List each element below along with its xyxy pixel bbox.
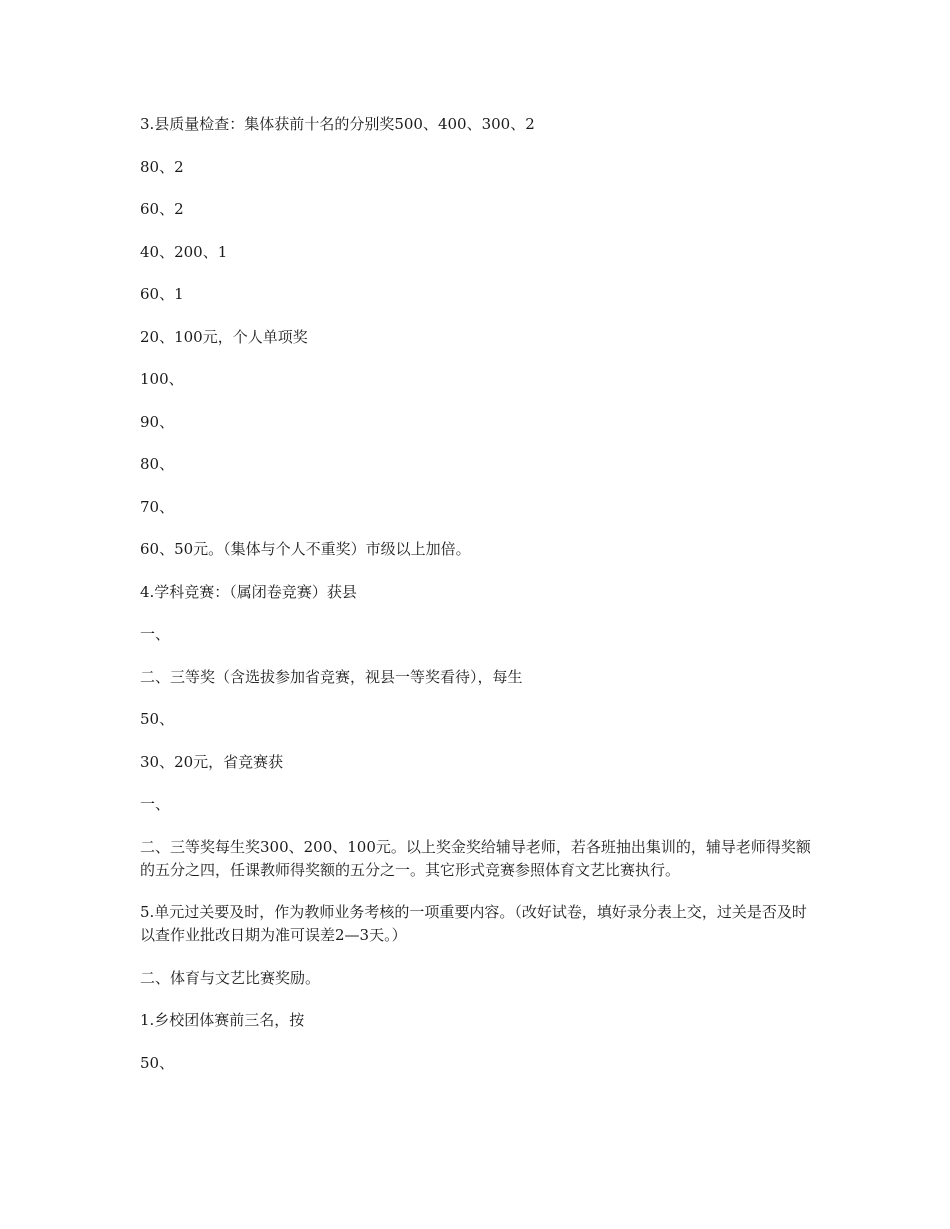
paragraph: 一、 — [140, 625, 171, 643]
paragraph: 80、 — [140, 455, 175, 473]
paragraph: 3.县质量检查：集体获前十名的分别奖500、400、300、2 — [140, 115, 535, 133]
paragraph: 50、 — [140, 1053, 175, 1072]
paragraph: 4.学科竞赛：（属闭卷竞赛）获县 — [140, 582, 357, 601]
paragraph: 二、三等奖每生奖300、200、100元。以上奖金奖给辅导老师，若各班抽出集训的，辅导老师得奖额的五分之四，任课教师得奖额的五分之一。其它形式竞赛参照体育文艺比赛执行。 — [140, 837, 811, 879]
paragraph: 100、 — [140, 370, 184, 388]
paragraph: 1.乡校团体赛前三名，按 — [140, 1011, 305, 1029]
paragraph: 70、 — [140, 497, 175, 516]
paragraph: 60、50元。（集体与个人不重奖）市级以上加倍。 — [140, 540, 471, 558]
document-body — [140, 113, 812, 1094]
paragraph: 40、200、1 — [140, 242, 228, 261]
section-heading: 二、体育与文艺比赛奖励。 — [140, 968, 321, 987]
paragraph: 二、三等奖（含选拔参加省竞赛，视县一等奖看待），每生 — [140, 667, 523, 686]
paragraph: 60、2 — [140, 200, 184, 218]
paragraph: 一、 — [140, 795, 171, 813]
paragraph: 90、 — [140, 412, 175, 431]
paragraph: 60、1 — [140, 285, 184, 303]
paragraph: 5.单元过关要及时，作为教师业务考核的一项重要内容。（改好试卷，填好录分表上交，过关是否及时以查作业批改日期为准可误差2—3天。） — [140, 903, 807, 944]
paragraph: 30、20元，省竞赛获 — [140, 752, 284, 771]
paragraph: 50、 — [140, 710, 175, 728]
paragraph: 80、2 — [140, 157, 184, 176]
paragraph: 20、100元，个人单项奖 — [140, 327, 308, 346]
